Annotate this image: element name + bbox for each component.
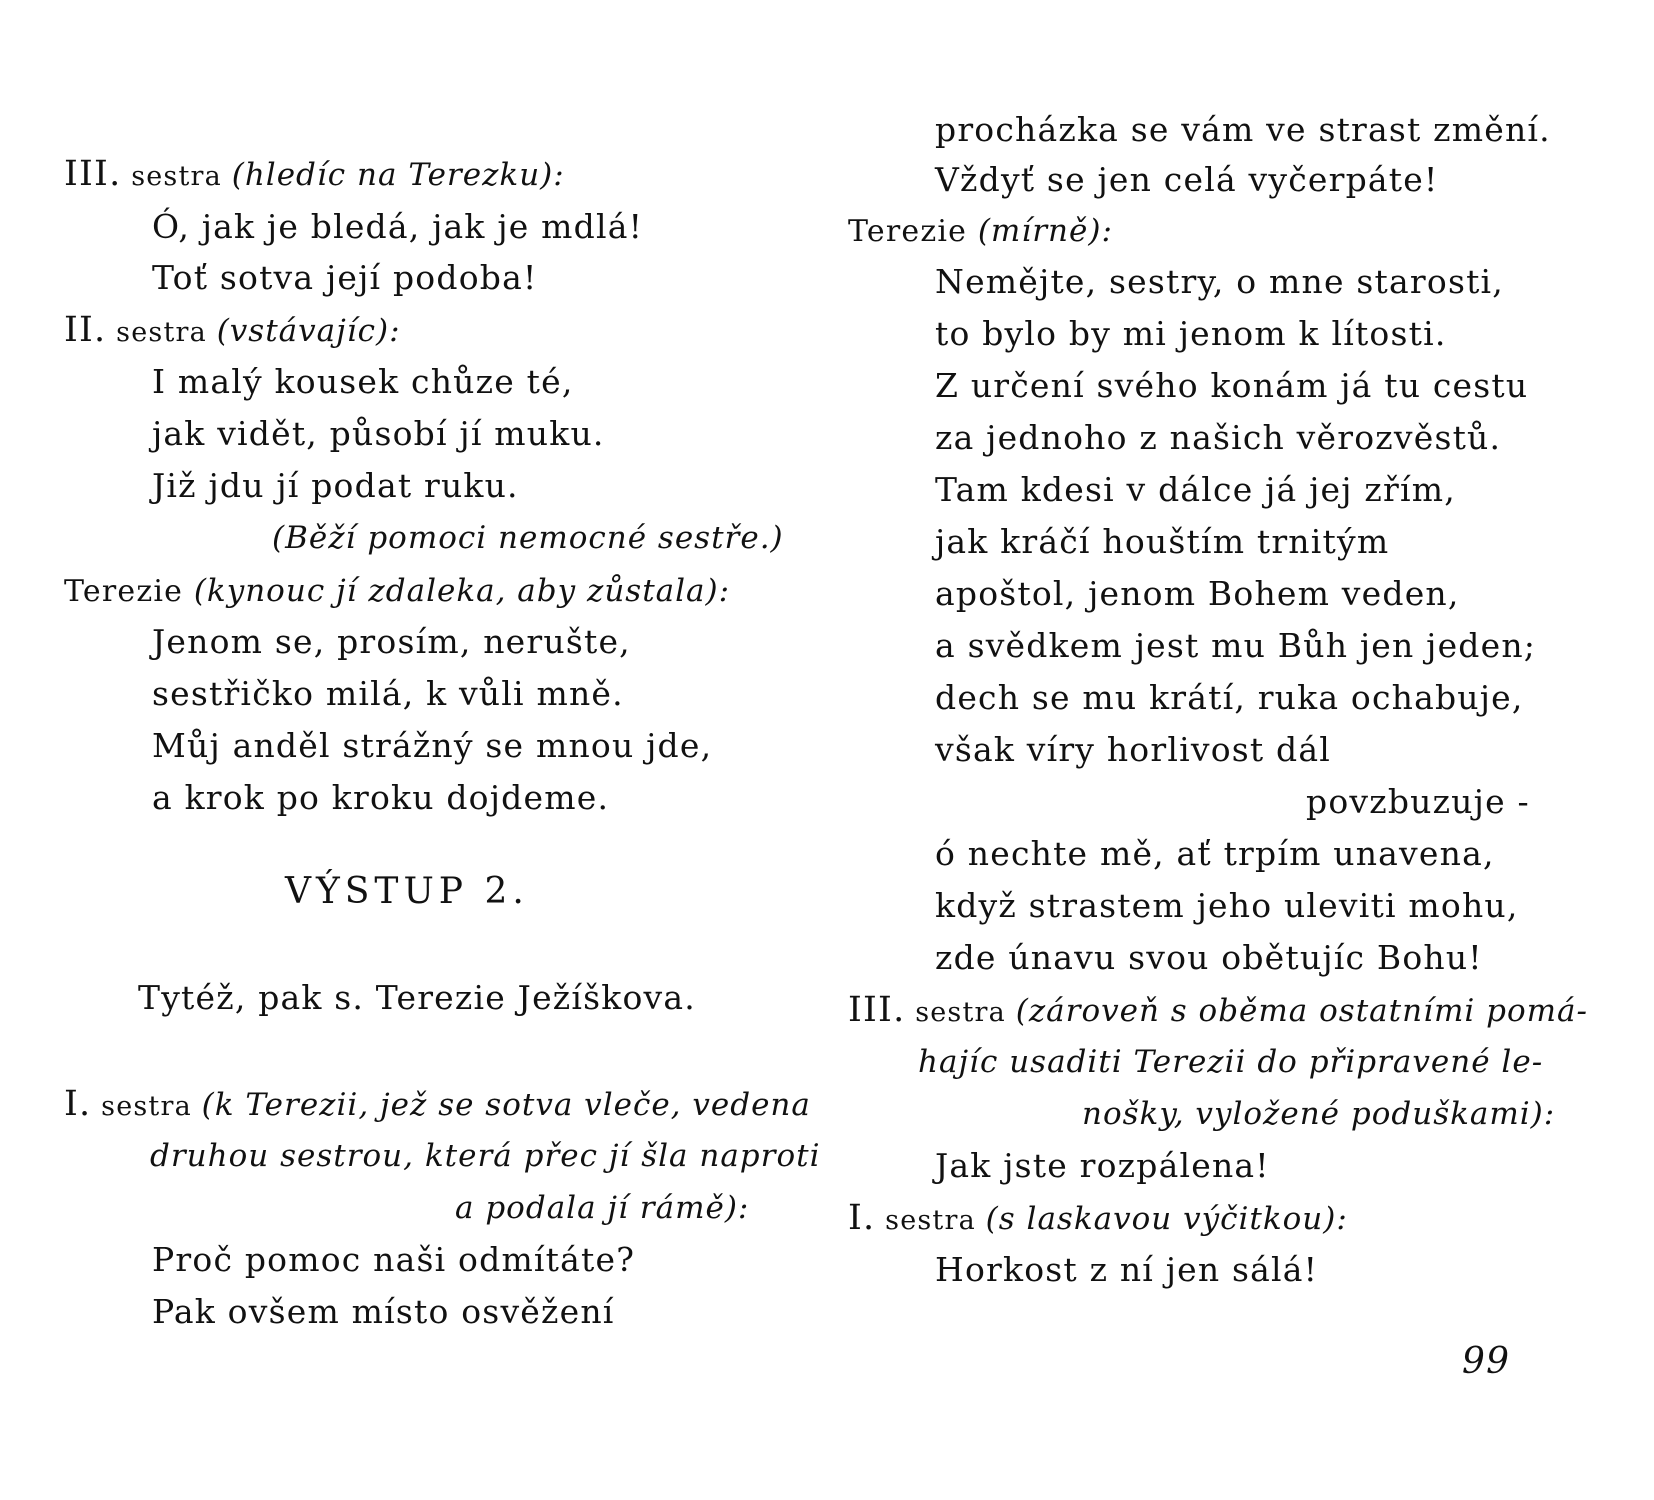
verse-line: a krok po kroku dojdeme. [152, 778, 610, 817]
verse-line: I malý kousek chůze té, [152, 362, 574, 401]
verse-line: Nemějte, sestry, o mne starosti, [935, 262, 1504, 301]
verse-line: ó nechte mě, ať trpím unavena, [935, 834, 1495, 873]
verse-line: Tam kdesi v dálce já jej zřím, [935, 470, 1456, 509]
stage-direction: hajíc usaditi Terezii do připravené le- [918, 1044, 1544, 1080]
stage-direction: (zároveň s oběma ostatními pomá- [1015, 993, 1589, 1029]
verse-line: když strastem jeho uleviti mohu, [935, 886, 1519, 925]
speaker-line: III. sestra (hledíc na Terezku): [64, 154, 565, 194]
verse-line: jak kráčí houštím trnitým [935, 522, 1390, 561]
verse-line: Ó, jak je bledá, jak je mdlá! [152, 207, 644, 246]
verse-line-continuation: povzbuzuje - [1306, 782, 1530, 821]
stage-direction: (kynouc jí zdaleka, aby zůstala): [193, 573, 731, 609]
scene-subheading: Tytéž, pak s. Terezie Ježíškova. [138, 978, 696, 1017]
verse-line: Již jdu jí podat ruku. [152, 466, 519, 505]
verse-line: Můj anděl strážný se mnou jde, [152, 726, 713, 765]
verse-line: Horkost z ní jen sálá! [935, 1250, 1319, 1289]
verse-line: Vždyť se jen celá vyčerpáte! [935, 160, 1439, 199]
verse-line: Pak ovšem místo osvěžení [152, 1292, 615, 1331]
stage-direction: (k Terezii, jež se sotva vleče, vedena [201, 1087, 811, 1123]
stage-direction: (hledíc na Terezku): [231, 157, 565, 193]
speaker-line: II. sestra (vstávajíc): [64, 310, 401, 350]
verse-line: Jak jste rozpálena! [935, 1146, 1270, 1185]
scene-heading: VÝSTUP 2. [285, 871, 529, 912]
verse-line: zde únavu svou obětujíc Bohu! [935, 938, 1483, 977]
stage-direction: (vstávajíc): [216, 313, 401, 349]
stage-direction: (mírně): [977, 213, 1113, 249]
verse-line: za jednoho z našich věrozvěstů. [935, 418, 1502, 457]
speaker-line: III. sestra (zároveň s oběma ostatními pomá- [848, 990, 1589, 1030]
verse-line: jak vidět, působí jí muku. [152, 414, 605, 453]
stage-direction: (s laskavou výčitkou): [985, 1201, 1348, 1237]
speaker-line: Terezie (kynouc jí zdaleka, aby zůstala): [64, 573, 731, 609]
stage-direction: (Běží pomoci nemocné sestře.) [272, 520, 784, 556]
verse-line: procházka se vám ve strast změní. [935, 110, 1551, 149]
verse-line: a svědkem jest mu Bůh jen jeden; [935, 626, 1537, 665]
verse-line: dech se mu krátí, ruka ochabuje, [935, 678, 1524, 717]
verse-line: však víry horlivost dál [935, 730, 1331, 769]
verse-line: sestřičko milá, k vůli mně. [152, 674, 624, 713]
verse-line: Proč pomoc naši odmítáte? [152, 1240, 636, 1279]
verse-line: Toť sotva její podoba! [152, 258, 538, 297]
stage-direction: nošky, vyložené poduškami): [1082, 1096, 1556, 1132]
verse-line: apoštol, jenom Bohem veden, [935, 574, 1460, 613]
speaker-line: I. sestra (s laskavou výčitkou): [848, 1198, 1348, 1238]
verse-line: Z určení svého konám já tu cestu [935, 366, 1529, 405]
stage-direction: druhou sestrou, která přec jí šla naproti [150, 1138, 821, 1174]
speaker-line: I. sestra (k Terezii, jež se sotva vleče, vedena [64, 1084, 811, 1124]
stage-direction: a podala jí rámě): [455, 1190, 750, 1226]
verse-line: to bylo by mi jenom k lítosti. [935, 314, 1447, 353]
verse-line: Jenom se, prosím, nerušte, [152, 622, 631, 661]
speaker-line: Terezie (mírně): [848, 213, 1113, 249]
page-number: 99 [1462, 1341, 1511, 1382]
